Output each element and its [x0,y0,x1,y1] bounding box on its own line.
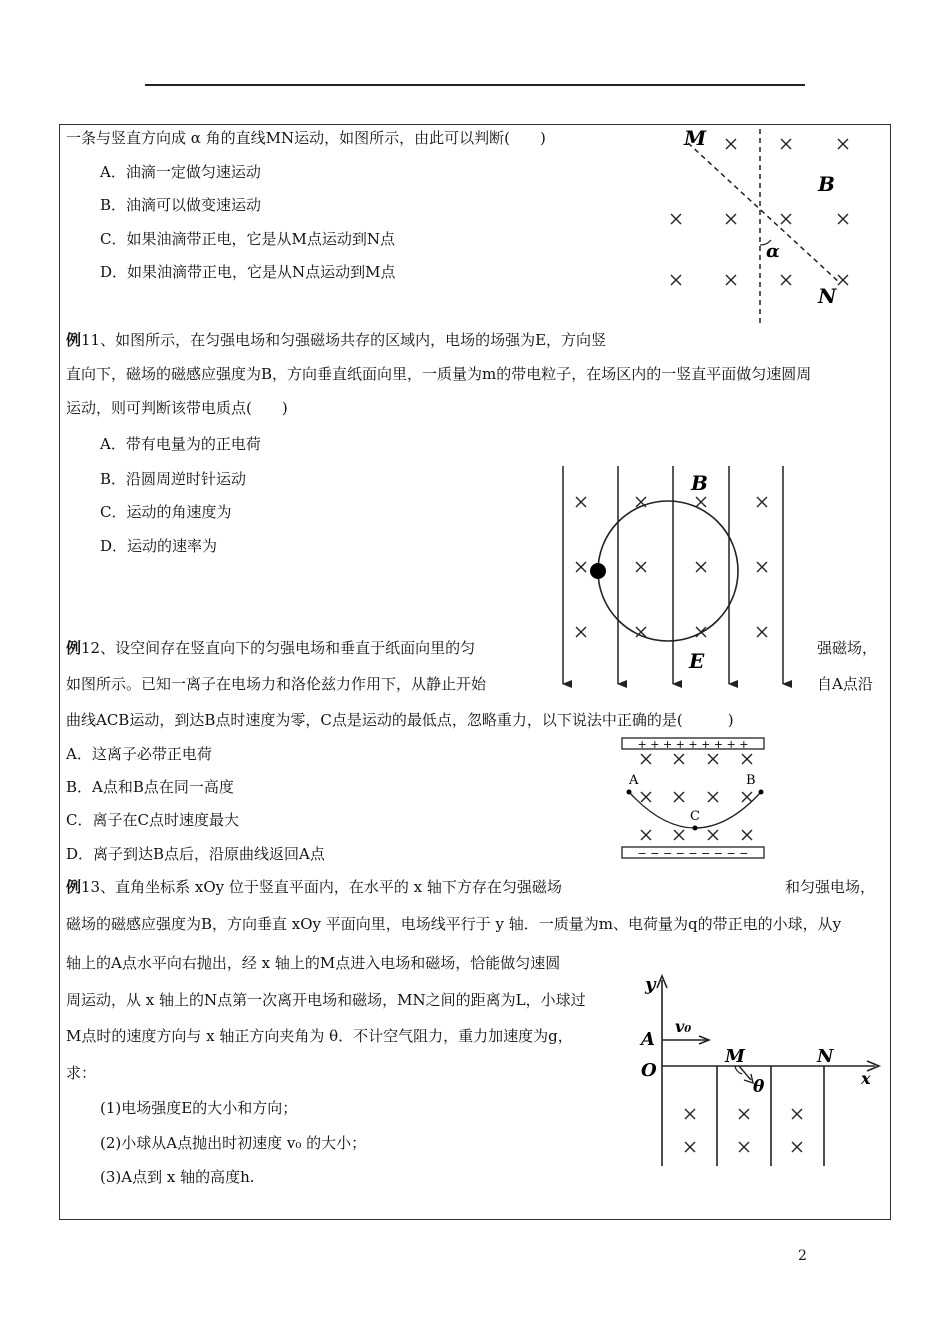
p11-option-d: D．运动的速率为 [100,537,218,555]
fig12-minus-plate: − − − − − − − − − [637,847,749,860]
p11-line2: 直向下，磁场的磁感应强度为B，方向垂直纸面向里，一质量为m的带电粒子，在场区内的一竖直平面做匀速圆周 [66,365,812,383]
p12-line2a: 如图所示。已知一离子在电场力和洛伦兹力作用下，从静止开始 [66,675,487,693]
fig10-label-m: M [684,126,707,150]
p12-line2b: 自A点沿 [817,675,873,693]
fig10-label-alpha: α [766,241,780,262]
p12-option-c: C．离子在C点时速度最大 [66,811,239,829]
p13-question-3: (3)A点到 x 轴的高度h. [100,1168,255,1186]
p11-label: 例 [66,331,82,349]
figure-coordinate-field [635,970,885,1170]
fig12-label-c: C [690,809,700,824]
p11-option-c: C．运动的角速度为 [100,503,232,521]
fig12-label-b: B [746,773,756,788]
p13-question-2: (2)小球从A点抛出时初速度 v₀ 的大小； [100,1134,367,1152]
p13-line1 [66,877,562,897]
figure-mn-line-field [660,125,880,330]
figure-circle-field [555,462,785,692]
p13-line2: 磁场的磁感应强度为B，方向垂直 xOy 平面向里，电场线平行于 y 轴．一质量为m、电荷量为q的带正电的小球，从y [66,915,842,933]
fig13-label-n: N [817,1046,834,1067]
fig13-label-x: x [861,1069,871,1088]
p11-option-a: A．带有电量为的正电荷 [100,435,261,453]
p12-line1b: 强磁场， [817,639,878,657]
p11-num: 11 [81,331,101,349]
p11-line1 [66,330,606,350]
fig13-label-v0: v₀ [675,1017,692,1036]
p13-question-1: (1)电场强度E的大小和方向； [100,1099,298,1117]
p12-option-a: A．这离子必带正电荷 [66,745,212,763]
page-number: 2 [798,1248,807,1264]
p13-line3: 轴上的A点水平向右抛出，经 x 轴上的M点进入电场和磁场，恰能做匀速圆 [66,954,561,972]
fig10-label-n: N [818,284,837,308]
p12-label: 例 [66,639,82,657]
fig11-label-b: B [691,471,708,495]
figure-plates-field [620,736,770,861]
p13-line5: M点时的速度方向与 x 轴正方向夹角为 θ．不计空气阻力，重力加速度为g， [66,1027,573,1045]
p10-option-d: D．如果油滴带正电，它是从N点运动到M点 [100,263,396,281]
fig12-plus-plate: + + + + + + + + + [637,738,749,751]
p13-line1a: 、直角坐标系 xOy 位于竖直平面内，在水平的 x 轴下方存在匀强磁场 [100,878,562,896]
p13-line6: 求： [66,1064,97,1082]
fig13-label-m: M [725,1046,745,1067]
header-rule [145,84,805,86]
p11-option-b: B．沿圆周逆时针运动 [100,470,247,488]
p11-line1-text: 、如图所示，在匀强电场和匀强磁场共存的区域内，电场的场强为E，方向竖 [100,331,607,349]
p10-option-c: C．如果油滴带正电，它是从M点运动到N点 [100,230,395,248]
p12-line1 [66,638,475,658]
p12-line3: 曲线ACB运动，到达B点时速度为零，C点是运动的最低点，忽略重力，以下说法中正确的是( ) [66,711,734,729]
fig13-label-y: y [645,974,656,995]
fig10-label-b: B [818,172,835,196]
p13-num: 13 [81,878,101,896]
p10-stem: 一条与竖直方向成 α 角的直线MN运动，如图所示，由此可以判断( ) [66,129,546,147]
p13-line4: 周运动，从 x 轴上的N点第一次离开电场和磁场，MN之间的距离为L，小球过 [66,991,586,1009]
p10-option-b: B．油滴可以做变速运动 [100,196,262,214]
fig11-label-e: E [689,649,705,673]
p12-option-d: D．离子到达B点后，沿原曲线返回A点 [66,845,325,863]
fig13-label-o: O [641,1060,657,1081]
p12-option-b: B．A点和B点在同一高度 [66,778,234,796]
p12-line1a: 、设空间存在竖直向下的匀强电场和垂直于纸面向里的匀 [100,639,476,657]
fig12-label-a: A [629,773,639,788]
fig13-label-theta: θ [753,1077,765,1097]
p13-line1b: 和匀强电场， [785,878,876,896]
p11-line3: 运动，则可判断该带电质点( ) [66,399,288,417]
p10-option-a: A．油滴一定做匀速运动 [100,163,261,181]
p12-num: 12 [81,639,101,657]
fig13-label-a: A [641,1029,655,1050]
p13-label: 例 [66,878,82,896]
